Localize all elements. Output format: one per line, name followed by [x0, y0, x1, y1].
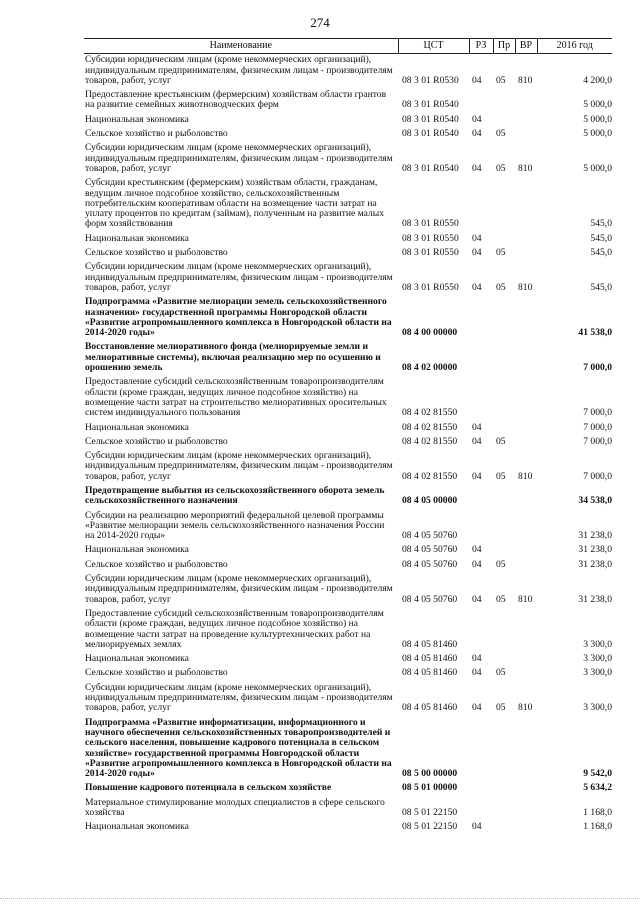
- cell-vr: [515, 376, 537, 421]
- cell-name: Субсидии юридическим лицам (кроме некоммерческих организаций), индивидуальным предпринимателям, физическим лицам - производителям товаров, работ, услуг: [85, 54, 393, 86]
- table-row: [84, 667, 612, 681]
- cell-sum: 7 000,0: [583, 435, 612, 447]
- cell-sum: 3 300,0: [583, 653, 612, 665]
- table-row: [84, 608, 612, 653]
- cell-vr: 810: [518, 593, 533, 605]
- cell-pr: [493, 89, 515, 114]
- cell-sum: 31 238,0: [578, 593, 612, 605]
- cell-vr: [515, 667, 537, 681]
- cell-sum: 3 300,0: [583, 702, 612, 714]
- cell-cst: 08 3 01 R0550: [402, 218, 459, 230]
- table-header-row: [84, 39, 612, 54]
- cell-rz: [469, 782, 493, 796]
- cell-name: Субсидии юридическим лицам (кроме некоммерческих организаций), индивидуальным предпринимателям, физическим лицам - производителям товаров, работ, услуг: [85, 261, 393, 293]
- cell-cst: 08 4 05 81460: [402, 667, 458, 679]
- cell-cst: 08 4 05 81460: [402, 638, 458, 650]
- cell-sum: 545,0: [590, 232, 612, 244]
- cell-rz: [469, 717, 493, 783]
- cell-name: Предоставление субсидий сельскохозяйственным товаропроизводителям области (кроме граждан, ведущих личное подсобное хозяйство) на возмещение части затрат на строительство мелиоративных оросительных систем индивидуального пользования: [85, 376, 387, 419]
- cell-rz: 04: [472, 113, 482, 125]
- cell-rz: [469, 608, 493, 653]
- cell-pr: [493, 510, 515, 545]
- cell-pr: 05: [496, 593, 506, 605]
- table-row: [84, 128, 612, 142]
- cell-cst: 08 3 01 R0530: [402, 74, 459, 86]
- cell-sum: 7 000,0: [583, 421, 612, 433]
- cell-name: Сельское хозяйство и рыболовство: [85, 435, 228, 447]
- cell-rz: 04: [472, 128, 482, 140]
- cell-cst: 08 4 05 00000: [402, 495, 458, 507]
- cell-pr: [493, 608, 515, 653]
- cell-sum: 31 238,0: [578, 544, 612, 556]
- budget-table: [84, 38, 612, 836]
- cell-name: Подпрограмма «Развитие информатизации, информационного и научного обеспечения сельскохозяйственных товаропроизводителей и сельского населения, повышение кадрового потенциала в сельском хозяйстве» государственной программы Новгородской области «Развитие агропромышленного комплекса в Новгородской области на 2014-2020 годы»: [85, 716, 392, 780]
- cell-rz: [469, 376, 493, 421]
- cell-name: Субсидии юридическим лицам (кроме некоммерческих организаций), индивидуальным предпринимателям, физическим лицам - производителям товаров, работ, услуг: [85, 450, 393, 482]
- cell-vr: 810: [518, 281, 533, 293]
- cell-rz: [469, 797, 493, 822]
- cell-vr: [515, 653, 537, 667]
- cell-pr: [493, 821, 515, 835]
- table-row: [84, 653, 612, 667]
- cell-cst: 08 3 01 R0540: [402, 162, 459, 174]
- cell-name: Национальная экономика: [85, 544, 189, 556]
- cell-cst: 08 4 02 81550: [402, 435, 458, 447]
- cell-vr: [515, 559, 537, 573]
- cell-pr: [493, 717, 515, 783]
- cell-vr: [515, 296, 537, 341]
- cell-pr: [493, 797, 515, 822]
- cell-sum: 34 538,0: [578, 495, 612, 507]
- cell-name: Сельское хозяйство и рыболовство: [85, 558, 228, 570]
- cell-rz: [469, 510, 493, 545]
- cell-sum: 41 538,0: [578, 327, 612, 339]
- cell-rz: 04: [472, 702, 482, 714]
- cell-rz: 04: [472, 470, 482, 482]
- cell-rz: 04: [472, 821, 482, 833]
- cell-name: Субсидии юридическим лицам (кроме некоммерческих организаций), индивидуальным предпринимателям, физическим лицам - производителям товаров, работ, услуг: [85, 681, 393, 714]
- cell-pr: 05: [496, 162, 506, 174]
- cell-cst: 08 4 05 50760: [402, 558, 458, 570]
- cell-pr: [493, 544, 515, 558]
- cell-vr: 810: [518, 74, 533, 86]
- cell-cst: 08 4 05 50760: [402, 593, 458, 605]
- table-row: [84, 177, 612, 232]
- cell-cst: 08 3 01 R0540: [402, 113, 459, 125]
- cell-cst: 08 4 05 81460: [402, 653, 458, 665]
- cell-sum: 1 168,0: [583, 807, 612, 818]
- cell-name: Сельское хозяйство и рыболовство: [85, 247, 228, 259]
- cell-cst: 08 4 02 81550: [402, 407, 458, 419]
- cell-rz: 04: [472, 247, 482, 259]
- header-vr: ВР: [515, 39, 537, 54]
- cell-cst: 08 3 01 R0540: [402, 99, 459, 111]
- table-row: [84, 573, 612, 608]
- cell-sum: 5 000,0: [583, 113, 612, 125]
- cell-vr: [515, 233, 537, 247]
- table-row: [84, 682, 612, 717]
- table-row: [84, 247, 612, 261]
- table-row: [84, 450, 612, 485]
- cell-name: Субсидии на реализацию мероприятий федеральной целевой программы «Развитие мелиорации земель сельскохозяйственного назначения России на 2014-2020 годы»: [85, 509, 385, 542]
- cell-sum: 4 200,0: [583, 74, 612, 86]
- cell-vr: [515, 717, 537, 783]
- cell-sum: 9 542,0: [583, 768, 612, 780]
- table-row: [84, 510, 612, 545]
- cell-cst: 08 3 01 R0540: [402, 128, 459, 140]
- cell-rz: 04: [472, 593, 482, 605]
- cell-name: Субсидии юридическим лицам (кроме некоммерческих организаций), индивидуальным предпринимателям, физическим лицам - производителям товаров, работ, услуг: [85, 573, 393, 605]
- cell-name: Восстановление мелиоративного фонда (мелиорируемые земли и мелиоративные системы), включая реализацию мер по осушению и орошению земель: [85, 341, 381, 374]
- cell-cst: 08 5 01 00000: [402, 782, 458, 794]
- cell-pr: 05: [496, 128, 506, 140]
- cell-cst: 08 5 01 22150: [402, 821, 458, 833]
- cell-name: Повышение кадрового потенциала в сельском хозяйстве: [85, 782, 332, 794]
- table-row: [84, 89, 612, 114]
- cell-pr: [493, 376, 515, 421]
- cell-sum: 7 000,0: [583, 407, 612, 419]
- cell-rz: 04: [472, 281, 482, 293]
- header-pr: Пр: [493, 39, 515, 54]
- cell-pr: [493, 296, 515, 341]
- cell-pr: 05: [496, 667, 506, 679]
- cell-cst: 08 4 02 81550: [402, 470, 458, 482]
- cell-vr: [515, 797, 537, 822]
- cell-pr: [493, 485, 515, 510]
- cell-rz: 04: [472, 421, 482, 433]
- header-rz: РЗ: [469, 39, 493, 54]
- table-row: [84, 436, 612, 450]
- cell-sum: 3 300,0: [583, 667, 612, 679]
- cell-vr: 810: [518, 162, 533, 174]
- cell-sum: 31 238,0: [578, 558, 612, 570]
- cell-rz: 04: [472, 558, 482, 570]
- cell-pr: [493, 177, 515, 232]
- cell-vr: [515, 544, 537, 558]
- table-row: [84, 114, 612, 128]
- table-row: [84, 485, 612, 510]
- cell-pr: [493, 233, 515, 247]
- cell-pr: 05: [496, 470, 506, 482]
- cell-name: Сельское хозяйство и рыболовство: [85, 667, 228, 679]
- cell-cst: 08 5 01 22150: [402, 807, 458, 818]
- cell-cst: 08 4 05 50760: [402, 544, 458, 556]
- cell-vr: [515, 89, 537, 114]
- cell-vr: [515, 114, 537, 128]
- cell-pr: 05: [496, 74, 506, 86]
- table-row: [84, 544, 612, 558]
- table-row: [84, 341, 612, 376]
- cell-rz: [469, 89, 493, 114]
- cell-sum: 5 000,0: [583, 99, 612, 111]
- cell-name: Субсидии крестьянским (фермерским) хозяйствам области, гражданам, ведущим личное подсобное хозяйство, сельскохозяйственным потребительским кооперативам области на возмещение части затрат на уплату процентов по кредитам (займам), полученным на развитие малых форм хозяйствования: [85, 177, 385, 230]
- cell-name: Сельское хозяйство и рыболовство: [85, 128, 228, 140]
- cell-pr: 05: [496, 435, 506, 447]
- cell-rz: [469, 177, 493, 232]
- cell-vr: [515, 177, 537, 232]
- cell-sum: 5 000,0: [583, 162, 612, 174]
- cell-pr: 05: [496, 558, 506, 570]
- table-row: [84, 261, 612, 296]
- cell-sum: 3 300,0: [583, 638, 612, 650]
- header-name: Наименование: [84, 39, 398, 54]
- cell-pr: 05: [496, 281, 506, 293]
- cell-vr: [515, 128, 537, 142]
- table-row: [84, 782, 612, 796]
- cell-name: Субсидии юридическим лицам (кроме некоммерческих организаций), индивидуальным предпринимателям, физическим лицам - производителям товаров, работ, услуг: [85, 142, 393, 174]
- cell-name: Материальное стимулирование молодых специалистов в сфере сельского хозяйства: [85, 796, 385, 818]
- cell-pr: [493, 114, 515, 128]
- cell-vr: 810: [518, 702, 533, 714]
- table-row: [84, 296, 612, 341]
- scan-edge-dots: [0, 896, 640, 899]
- cell-vr: [515, 247, 537, 261]
- cell-cst: 08 4 05 81460: [402, 702, 458, 714]
- cell-pr: 05: [496, 702, 506, 714]
- cell-rz: 04: [472, 232, 482, 244]
- cell-vr: [515, 422, 537, 436]
- table-row: [84, 821, 612, 835]
- cell-sum: 5 000,0: [583, 128, 612, 140]
- cell-sum: 7 000,0: [583, 470, 612, 482]
- cell-name: Национальная экономика: [85, 421, 189, 433]
- cell-cst: 08 3 01 R0550: [402, 281, 459, 293]
- table-row: [84, 559, 612, 573]
- table-row: [84, 376, 612, 421]
- cell-cst: 08 4 00 00000: [402, 327, 458, 339]
- cell-name: Национальная экономика: [85, 113, 189, 125]
- table-row: [84, 142, 612, 177]
- cell-rz: [469, 485, 493, 510]
- table-row: [84, 797, 612, 822]
- cell-rz: 04: [472, 544, 482, 556]
- cell-name: Предоставление субсидий сельскохозяйственным товаропроизводителям области (кроме граждан, ведущих личное подсобное хозяйство) на возмещение части затрат на проведение культуртехнических работ на мелиорируемых землях: [85, 607, 384, 650]
- cell-name: Предоставление крестьянским (фермерским) хозяйствам области грантов на развитие семейных животноводческих ферм: [85, 89, 387, 111]
- cell-cst: 08 4 02 00000: [402, 362, 458, 374]
- cell-name: Национальная экономика: [85, 653, 189, 665]
- cell-rz: 04: [472, 435, 482, 447]
- cell-cst: 08 4 05 50760: [402, 530, 458, 542]
- cell-sum: 1 168,0: [583, 821, 612, 833]
- cell-vr: [515, 485, 537, 510]
- cell-vr: 810: [518, 470, 533, 482]
- table-body: [84, 54, 612, 836]
- table-row: [84, 422, 612, 436]
- cell-rz: [469, 296, 493, 341]
- cell-pr: [493, 653, 515, 667]
- cell-rz: 04: [472, 667, 482, 679]
- cell-rz: 04: [472, 74, 482, 86]
- cell-sum: 7 000,0: [583, 362, 612, 374]
- cell-vr: [515, 782, 537, 796]
- cell-pr: [493, 341, 515, 376]
- cell-pr: [493, 782, 515, 796]
- page-number: 274: [310, 15, 330, 30]
- cell-rz: [469, 341, 493, 376]
- cell-sum: 31 238,0: [578, 530, 612, 542]
- cell-sum: 5 634,2: [583, 782, 612, 794]
- cell-cst: 08 4 02 81550: [402, 421, 458, 433]
- cell-vr: [515, 436, 537, 450]
- table-row: [84, 717, 612, 783]
- header-sum: 2016 год: [537, 39, 612, 54]
- cell-cst: 08 3 01 R0550: [402, 232, 459, 244]
- cell-pr: [493, 422, 515, 436]
- cell-name: Подпрограмма «Развитие мелиорации земель сельскохозяйственного назначения» государственной программы Новгородской области «Развитие агропромышленного комплекса в Новгородской области на 2014-2020 годы»: [85, 296, 392, 339]
- cell-vr: [515, 821, 537, 835]
- cell-cst: 08 5 00 00000: [402, 768, 458, 780]
- cell-sum: 545,0: [590, 281, 612, 293]
- table-row: [84, 54, 612, 89]
- header-cst: ЦСТ: [398, 39, 469, 54]
- cell-vr: [515, 510, 537, 545]
- cell-vr: [515, 608, 537, 653]
- cell-name: Национальная экономика: [85, 232, 189, 244]
- table-row: [84, 233, 612, 247]
- cell-name: Национальная экономика: [85, 821, 189, 833]
- cell-rz: 04: [472, 162, 482, 174]
- cell-sum: 545,0: [590, 218, 612, 230]
- cell-pr: 05: [496, 247, 506, 259]
- cell-name: Предотвращение выбытия из сельскохозяйственного оборота земель сельскохозяйственного назначения: [85, 484, 385, 507]
- cell-vr: [515, 341, 537, 376]
- cell-sum: 545,0: [590, 247, 612, 259]
- cell-rz: 04: [472, 653, 482, 665]
- cell-cst: 08 3 01 R0550: [402, 247, 459, 259]
